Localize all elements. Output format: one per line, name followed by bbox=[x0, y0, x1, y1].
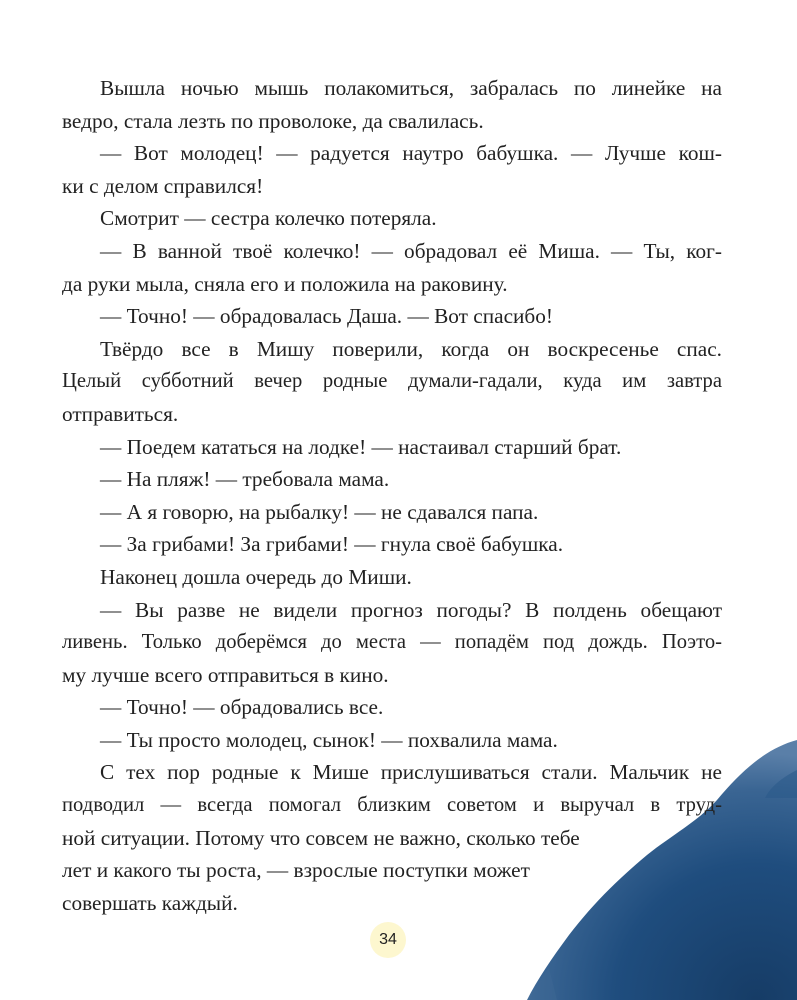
text-line-26: совершать каждый. bbox=[62, 890, 238, 915]
text-line-3: — Вот молодец! — радуется наутро бабушка. — Лучше кош- bbox=[100, 141, 722, 166]
text-line-20: — Точно! — обрадовались все. bbox=[100, 695, 384, 720]
text-line-22: С тех пор родные к Мише прислушиваться стали. Мальчик не bbox=[100, 760, 722, 785]
text-line-2: ведро, стала лезть по проволоке, да свалилась. bbox=[62, 108, 484, 133]
text-line-13: — На пляж! — требовала мама. bbox=[100, 467, 390, 492]
text-line-21: — Ты просто молодец, сынок! — похвалила мама. bbox=[100, 727, 558, 752]
text-line-9: Твёрдо все в Мишу поверили, когда он воскресенье спас. bbox=[100, 336, 722, 361]
text-line-14: — А я говорю, на рыбалку! — не сдавался папа. bbox=[100, 499, 539, 524]
text-line-24: ной ситуации. Потому что совсем не важно, сколько тебе bbox=[62, 825, 580, 850]
text-line-18: ливень. Только доберёмся до места — попадём под дождь. Поэто- bbox=[62, 631, 722, 654]
text-line-8: — Точно! — обрадовалась Даша. — Вот спасибо! bbox=[100, 304, 554, 329]
text-line-16: Наконец дошла очередь до Миши. bbox=[100, 564, 412, 589]
text-line-1: Вышла ночью мышь полакомиться, забралась по линейке на bbox=[100, 76, 722, 100]
text-line-7: да руки мыла, сняла его и положила на раковину. bbox=[62, 271, 508, 296]
text-line-25: лет и какого ты роста, — взрослые поступки может bbox=[62, 858, 530, 883]
text-line-6: — В ванной твоё колечко! — обрадовал её Миша. — Ты, ког- bbox=[100, 238, 722, 263]
text-line-4: ки с делом справился! bbox=[62, 173, 264, 198]
story-text bbox=[62, 68, 722, 915]
text-line-17: — Вы разве не видели прогноз погоды? В полдень обещают bbox=[100, 597, 722, 622]
text-line-5: Смотрит — сестра колечко потеряла. bbox=[100, 206, 437, 231]
text-line-23: подводил — всегда помогал близким советом и выручал в труд- bbox=[62, 794, 722, 817]
text-line-15: — За грибами! За грибами! — гнула своё бабушка. bbox=[100, 532, 564, 557]
text-line-11: отправиться. bbox=[62, 401, 179, 426]
page-number-badge: 34 bbox=[370, 922, 406, 958]
text-line-19: му лучше всего отправиться в кино. bbox=[62, 662, 389, 687]
text-line-12: — Поедем кататься на лодке! — настаивал старший брат. bbox=[100, 434, 622, 459]
text-line-10: Целый субботний вечер родные думали-гадали, куда им завтра bbox=[62, 370, 722, 393]
